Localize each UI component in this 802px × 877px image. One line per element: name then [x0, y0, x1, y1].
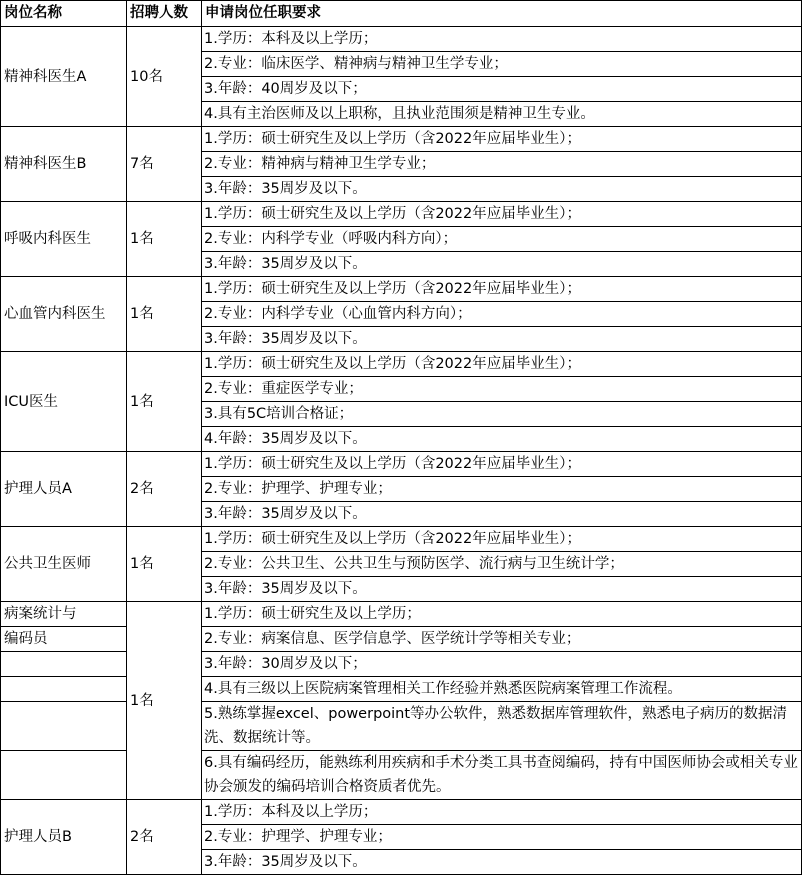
requirement-item: 2.专业：护理学、护理专业；	[202, 825, 802, 850]
requirement-item: 3.年龄：35周岁及以下。	[202, 850, 802, 875]
requirement-item: 5.熟练掌握excel、powerpoint等办公软件，熟悉数据库管理软件，熟悉电子病历的数据清洗、数据统计等。	[202, 702, 802, 751]
requirement-item: 1.学历：硕士研究生及以上学历（含2022年应届毕业生）；	[202, 127, 802, 152]
requirement-item: 3.年龄：30周岁及以下；	[202, 652, 802, 677]
recruit-count: 2名	[127, 452, 202, 527]
recruit-count: 7名	[127, 127, 202, 202]
requirement-item: 2.专业：内科学专业（心血管内科方向）；	[202, 302, 802, 327]
requirement-item: 4.具有主治医师及以上职称，且执业范围须是精神卫生专业。	[202, 102, 802, 127]
table-row	[1, 277, 802, 302]
header-row	[1, 1, 802, 27]
table-row	[1, 751, 802, 800]
table-row	[1, 127, 802, 152]
table-row	[1, 602, 802, 627]
requirement-item: 2.专业：病案信息、医学信息学、医学统计学等相关专业；	[202, 627, 802, 652]
position-name-line-1: 病案统计与	[1, 602, 127, 627]
recruit-count: 1名	[127, 277, 202, 352]
requirement-item: 2.专业：重症医学专业；	[202, 377, 802, 402]
recruit-count: 1名	[127, 602, 202, 800]
requirement-item: 1.学历：本科及以上学历；	[202, 27, 802, 52]
requirement-item: 1.学历：硕士研究生及以上学历；	[202, 602, 802, 627]
recruit-count: 2名	[127, 800, 202, 875]
requirement-item: 1.学历：硕士研究生及以上学历（含2022年应届毕业生）；	[202, 527, 802, 552]
requirement-item: 1.学历：硕士研究生及以上学历（含2022年应届毕业生）；	[202, 452, 802, 477]
requirement-item: 2.专业：护理学、护理专业；	[202, 477, 802, 502]
position-name: 精神科医生B	[1, 127, 127, 202]
recruit-count: 1名	[127, 527, 202, 602]
empty-cell	[1, 702, 127, 751]
requirement-item: 6.具有编码经历，能熟练利用疾病和手术分类工具书查阅编码，持有中国医师协会或相关专业协会颁发的编码培训合格资质者优先。	[202, 751, 802, 800]
requirement-item: 2.专业：临床医学、精神病与精神卫生学专业；	[202, 52, 802, 77]
recruit-count: 1名	[127, 202, 202, 277]
position-name: 精神科医生A	[1, 27, 127, 127]
requirement-item: 2.专业：精神病与精神卫生学专业；	[202, 152, 802, 177]
header-recruit-count: 招聘人数	[127, 1, 202, 27]
requirement-item: 3.年龄：35周岁及以下。	[202, 502, 802, 527]
requirement-item: 1.学历：本科及以上学历；	[202, 800, 802, 825]
position-name: 护理人员A	[1, 452, 127, 527]
table-row	[1, 452, 802, 477]
table-row	[1, 27, 802, 52]
empty-cell	[1, 677, 127, 702]
requirement-item: 3.具有5C培训合格证；	[202, 402, 802, 427]
requirement-item: 2.专业：内科学专业（呼吸内科方向）；	[202, 227, 802, 252]
requirement-item: 4.具有三级以上医院病案管理相关工作经验并熟悉医院病案管理工作流程。	[202, 677, 802, 702]
requirement-item: 4.年龄：35周岁及以下。	[202, 427, 802, 452]
requirement-item: 1.学历：硕士研究生及以上学历（含2022年应届毕业生）；	[202, 202, 802, 227]
requirement-item: 1.学历：硕士研究生及以上学历（含2022年应届毕业生）；	[202, 352, 802, 377]
header-requirements: 申请岗位任职要求	[202, 1, 802, 27]
empty-cell	[1, 751, 127, 800]
requirement-item: 3.年龄：35周岁及以下。	[202, 252, 802, 277]
position-name: 护理人员B	[1, 800, 127, 875]
position-name: 心血管内科医生	[1, 277, 127, 352]
table-row	[1, 352, 802, 377]
table-row	[1, 677, 802, 702]
empty-cell	[1, 652, 127, 677]
requirement-item: 3.年龄：35周岁及以下。	[202, 577, 802, 602]
requirement-item: 2.专业：公共卫生、公共卫生与预防医学、流行病与卫生统计学；	[202, 552, 802, 577]
table-row	[1, 702, 802, 751]
requirement-item: 3.年龄：35周岁及以下。	[202, 327, 802, 352]
requirement-item: 3.年龄：40周岁及以下；	[202, 77, 802, 102]
table-row	[1, 627, 802, 652]
recruit-count: 10名	[127, 27, 202, 127]
recruit-count: 1名	[127, 352, 202, 452]
table-row	[1, 800, 802, 825]
position-name: 呼吸内科医生	[1, 202, 127, 277]
table-row	[1, 527, 802, 552]
requirement-item: 1.学历：硕士研究生及以上学历（含2022年应届毕业生）；	[202, 277, 802, 302]
table-row	[1, 652, 802, 677]
position-name: 公共卫生医师	[1, 527, 127, 602]
position-name-line-2: 编码员	[1, 627, 127, 652]
position-name: ICU医生	[1, 352, 127, 452]
requirement-item: 3.年龄：35周岁及以下。	[202, 177, 802, 202]
table-row	[1, 202, 802, 227]
header-position-name: 岗位名称	[1, 1, 127, 27]
